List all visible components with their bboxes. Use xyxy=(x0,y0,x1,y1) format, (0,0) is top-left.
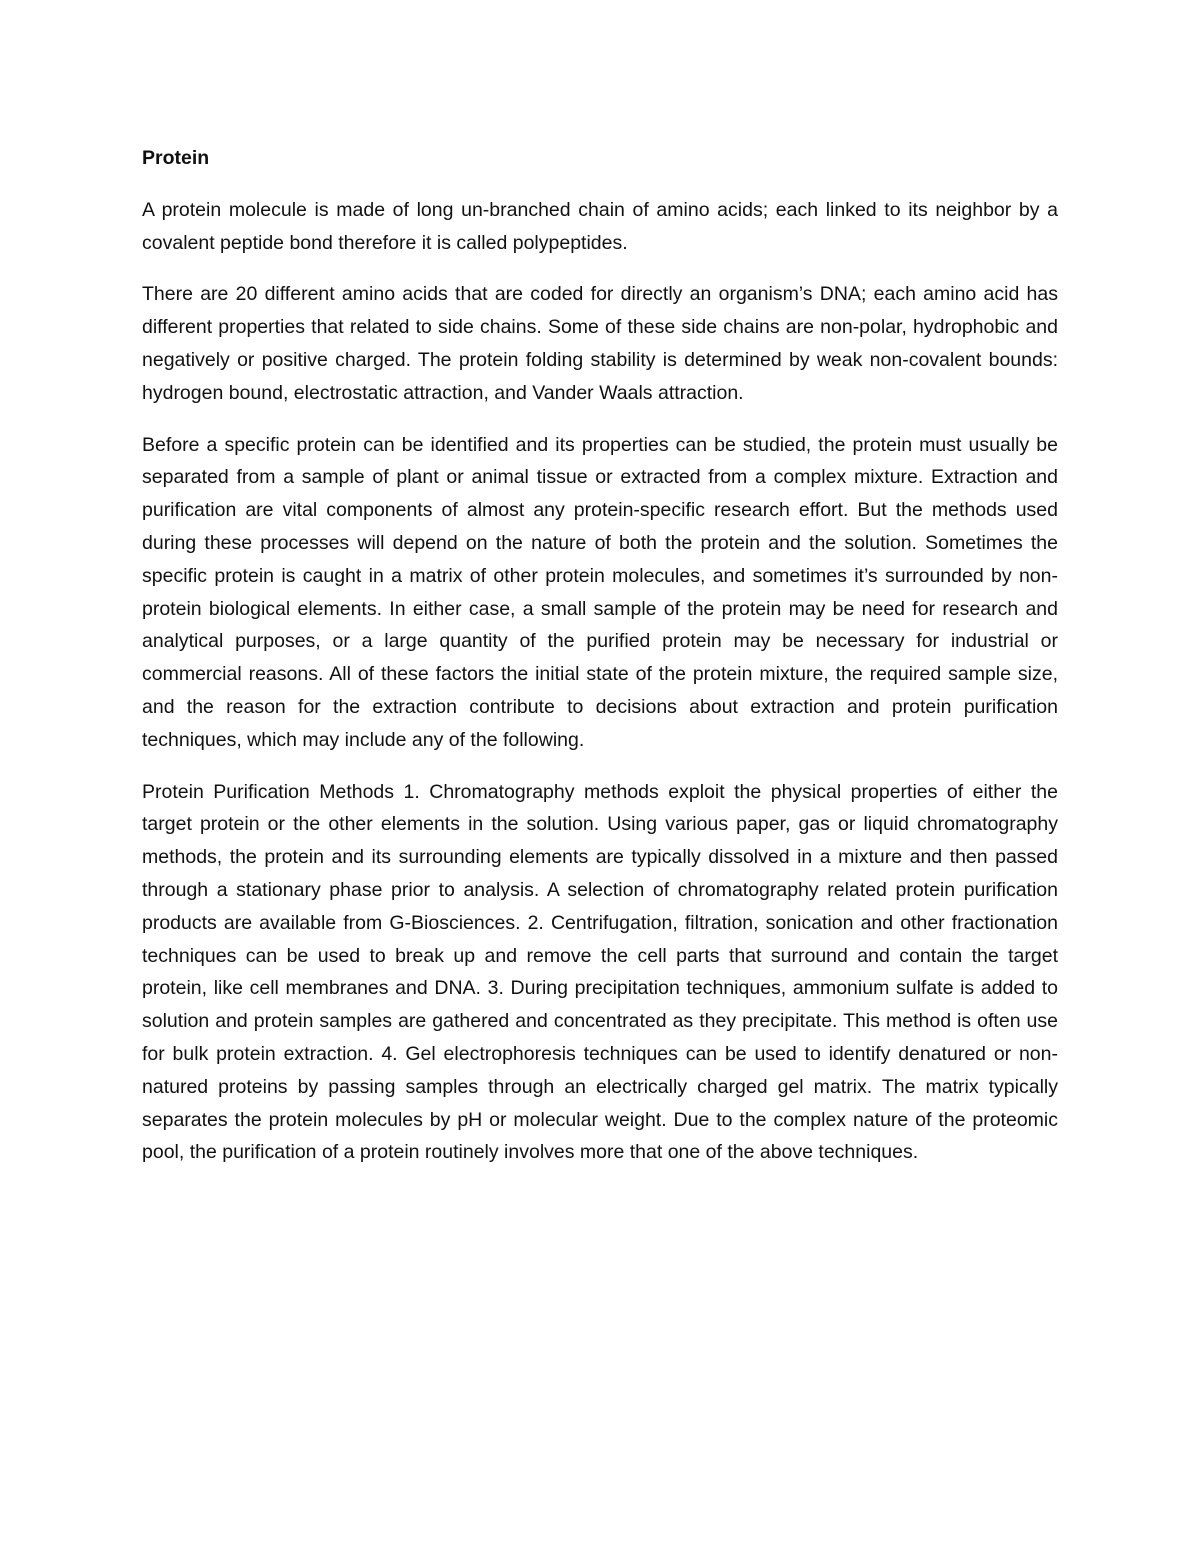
paragraph-purification-methods: Protein Purification Methods 1. Chromatography methods exploit the physical properties of either the target protein or the other elements in the solution. Using various paper, gas or liquid chromatography methods, the protein and its surrounding elements are typically dissolved in a mixture and then passed through a stationary phase prior to analysis. A selection of chromatography related protein purification products are available from G-Biosciences. 2. Centrifugation, filtration, sonication and other fractionation techniques can be used to break up and remove the cell parts that surround and contain the target protein, like cell membranes and DNA. 3. During precipitation techniques, ammonium sulfate is added to solution and protein samples are gathered and concentrated as they precipitate. This method is often use for bulk protein extraction. 4. Gel electrophoresis techniques can be used to identify denatured or non-natured proteins by passing samples through an electrically charged gel matrix. The matrix typically separates the protein molecules by pH or molecular weight. Due to the complex nature of the proteomic pool, the purification of a protein routinely involves more that one of the above techniques. xyxy=(142,780,1058,1164)
paragraph-extraction: Before a specific protein can be identified and its properties can be studied, the protein must usually be separated from a sample of plant or animal tissue or extracted from a complex mixture. Extraction and purification are vital components of almost any protein-specific research effort. But the methods used during these processes will depend on the nature of both the protein and the solution. Sometimes the specific protein is caught in a matrix of other protein molecules, and sometimes it’s surrounded by non-protein biological elements. In either case, a small sample of the protein may be need for research and analytical purposes, or a large quantity of the purified protein may be necessary for industrial or commercial reasons. All of these factors the initial state of the protein mixture, the required sample size, and the reason for the extraction contribute to decisions about extraction and protein purification techniques, which may include any of the following. xyxy=(142,433,1058,751)
paragraph-protein-definition: A protein molecule is made of long un-branched chain of amino acids; each linked to its neighbor by a covalent peptide bond therefore it is called polypeptides. xyxy=(142,198,1058,254)
document-title: Protein xyxy=(142,147,210,169)
paragraph-amino-acids: There are 20 different amino acids that are coded for directly an organism’s DNA; each amino acid has different properties that related to side chains. Some of these side chains are non-polar, hydrophobic and negatively or positive charged. The protein folding stability is determined by weak non-covalent bounds: hydrogen bound, electrostatic attraction, and Vander Waals attraction. xyxy=(142,283,1058,404)
document-page xyxy=(142,142,1058,1188)
